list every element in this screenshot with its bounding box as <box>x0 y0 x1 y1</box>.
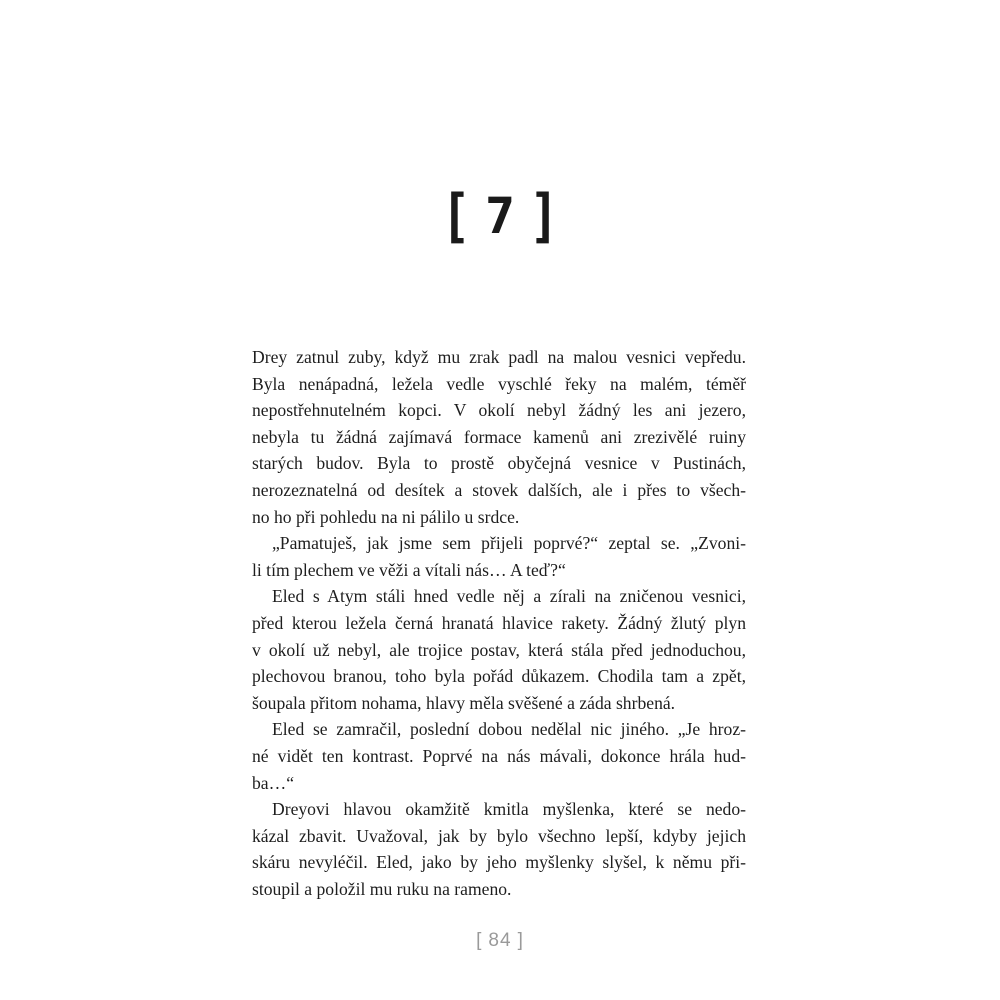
text-line: nerozeznatelná od desítek a stovek dalších, ale i přes to všech- <box>252 479 746 500</box>
text-line: „Pamatuješ, jak jsme sem přijeli poprvé?“ zeptal se. „Zvoni- <box>272 533 746 554</box>
text-line: Eled s Atym stáli hned vedle něj a zírali na zničenou vesnici, <box>272 586 746 607</box>
text-line: starých budov. Byla to prostě obyčejná vesnice v Pustinách, <box>252 453 746 474</box>
text-line: plechovou branou, toho byla pořád důkazem. Chodila tam a zpět, <box>252 666 746 687</box>
page-number <box>0 930 1000 952</box>
text-line: před kterou ležela černá hranatá hlavice rakety. Žádný žlutý plyn <box>252 612 746 633</box>
text-line: nebyla tu žádná zajímavá formace kamenů ani zrezivělé ruiny <box>252 426 746 447</box>
text-line: Dreyovi hlavou okamžitě kmitla myšlenka, které se nedo- <box>272 799 746 820</box>
text-line: stoupil a položil mu ruku na rameno. <box>252 878 512 899</box>
text-line: li tím plechem ve věži a vítali nás… A teď?“ <box>252 559 566 580</box>
page-number-close-bracket: ] <box>517 930 524 951</box>
text-line: né vidět ten kontrast. Poprvé na nás mávali, dokonce hrála hud- <box>252 745 746 766</box>
chapter-heading <box>0 182 1000 250</box>
page-number-value: 84 <box>488 930 512 951</box>
text-line: Eled se zamračil, poslední dobou nedělal nic jiného. „Je hroz- <box>272 719 746 740</box>
text-line: ba…“ <box>252 772 295 793</box>
text-line: skáru nevyléčil. Eled, jako by jeho myšlenky slyšel, k němu při- <box>252 852 746 873</box>
text-line: no ho při pohledu na ni pálilo u srdce. <box>252 506 520 527</box>
text-line: nepostřehnutelném kopci. V okolí nebyl žádný les ani jezero, <box>252 400 746 421</box>
text-line: Byla nenápadná, ležela vedle vyschlé řeky na malém, téměř <box>252 373 746 394</box>
chapter-number: 7 <box>484 187 516 245</box>
text-line: kázal zbavit. Uvažoval, jak by bylo všechno lepší, kdyby jejich <box>252 825 746 846</box>
chapter-open-bracket: [ <box>440 182 471 250</box>
chapter-close-bracket: ] <box>529 182 560 250</box>
text-line: šoupala přitom nohama, hlavy měla svěšené a záda shrbená. <box>252 692 676 713</box>
text-line: v okolí už nebyl, ale trojice postav, která stála před jednoduchou, <box>252 639 746 660</box>
body-text <box>252 344 746 902</box>
page-number-open-bracket: [ <box>476 930 483 951</box>
text-line: Drey zatnul zuby, když mu zrak padl na malou vesnici vepředu. <box>252 347 746 367</box>
